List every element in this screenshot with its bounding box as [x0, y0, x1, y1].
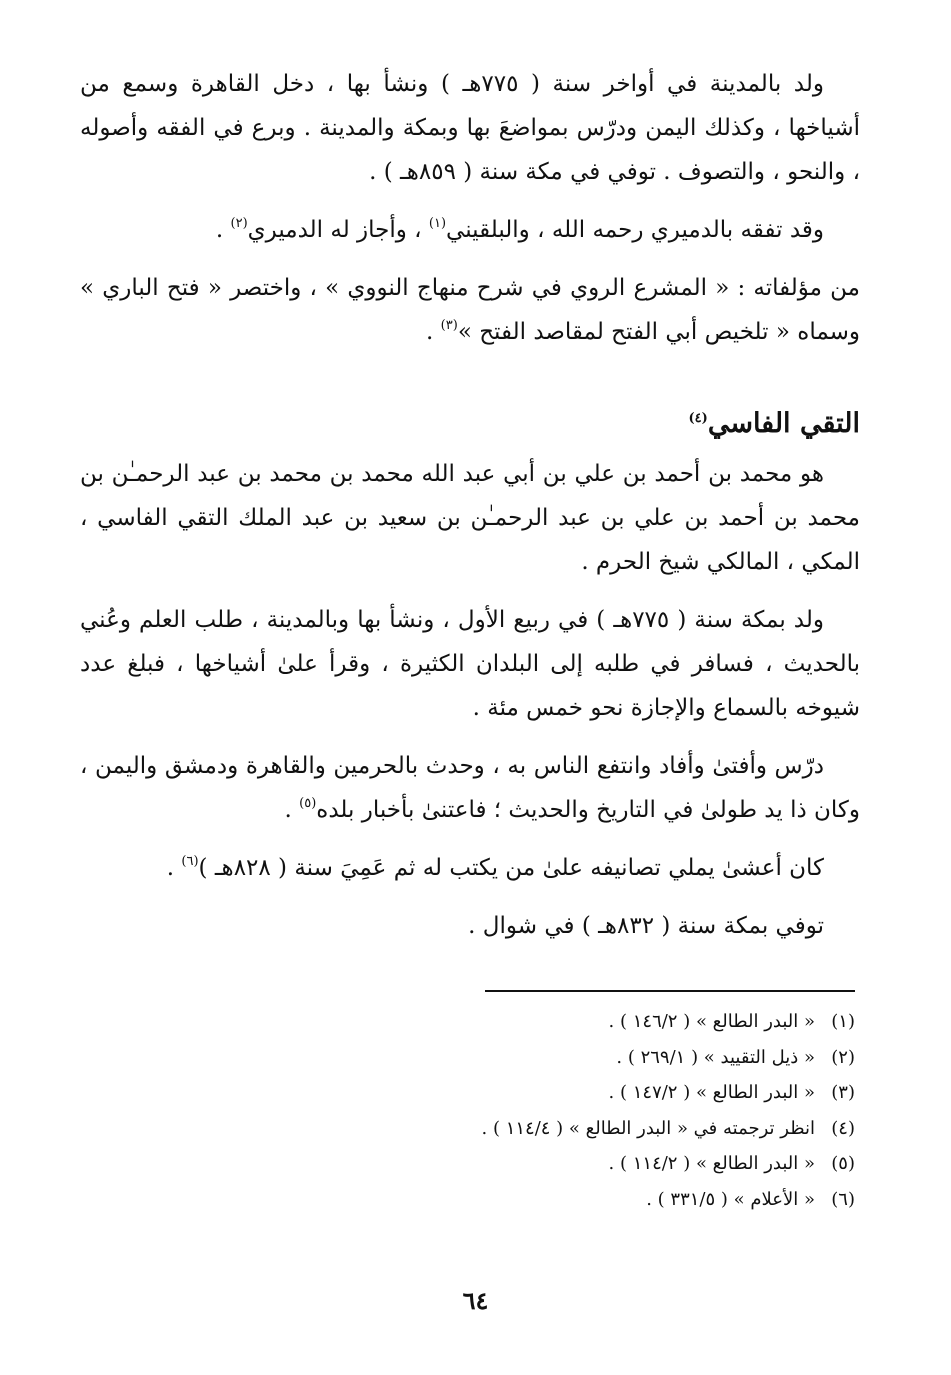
main-text: [80, 62, 860, 962]
footnote-number: (٢): [831, 1046, 855, 1068]
footnote-number: (٣): [831, 1082, 855, 1103]
footnote-ref[interactable]: (٤): [688, 411, 708, 426]
footnote-text: « البدر الطالع » ( ١٤٧/٢ ) .: [608, 1082, 815, 1103]
paragraph-text: .: [215, 217, 231, 243]
footnote-ref[interactable]: (٦): [181, 854, 199, 869]
paragraph-text: هو محمد بن أحمد بن علي بن أبي عبد الله محمد بن محمد بن عبد الرحمـٰن بن محمد بن أحمد بن علي بن عبد الرحمـٰن بن سعيد بن عبد الملك التقي الفاسي ، المكي ، المالكي شيخ الحرم .: [80, 461, 860, 575]
paragraph-text: ولد بالمدينة في أواخر سنة ( ٧٧٥هـ ) ونشأ بها ، دخل القاهرة وسمع من أشياخها ، وكذلك اليمن ودرّس بمواضعَ بها وبمكة والمدينة . وبرع في الفقه وأصوله ، والنحو ، والتصوف . توفي في مكة سنة ( ٨٥٩هـ ) .: [80, 71, 860, 185]
paragraph-birth: [80, 598, 860, 730]
footnote-ref[interactable]: (١): [428, 216, 447, 231]
section-heading: [80, 402, 860, 446]
paragraph-text: كان أعشىٰ يملي تصانيفه علىٰ من يكتب له ثم عَمِيَ سنة ( ٨٢٨هـ ): [198, 855, 824, 881]
paragraph-text: من مؤلفاته : « المشرع الروي في شرح منهاج النووي » ، واختصر « فتح الباري » وسماه « تلخيص أبي الفتح لمقاصد الفتح »: [80, 275, 860, 345]
paragraph-text: ، وأجاز له الدميري: [247, 217, 429, 243]
paragraph-text: .: [166, 855, 182, 881]
footnote-item: [440, 1111, 855, 1147]
footnotes: [440, 990, 855, 1217]
footnote-separator: [485, 990, 855, 992]
heading-text: التقي الفاسي: [707, 408, 860, 439]
page-number: ٦٤: [462, 1286, 489, 1315]
footnote-text: « الأعلام » ( ٣٣١/٥ ) .: [646, 1188, 815, 1210]
footnote-text: « البدر الطالع » ( ١٤٦/٢ ) .: [608, 1011, 815, 1032]
footnote-text: انظر ترجمته في « البدر الطالع » ( ١١٤/٤ ) .: [481, 1117, 815, 1139]
footnote-number: (٤): [831, 1117, 855, 1139]
footnote-ref[interactable]: (٢): [230, 216, 248, 231]
paragraph-text: ولد بمكة سنة ( ٧٧٥هـ ) في ربيع الأول ، ونشأ بها وبالمدينة ، طلب العلم وعُني بالحديث ، فسافر في طلبه إلى البلدان الكثيرة ، وقرأ علىٰ أشياخها ، فبلغ عدد شيوخه بالسماع والإجازة نحو خمس مئة .: [80, 607, 860, 721]
footnote-text: « البدر الطالع » ( ١١٤/٢ ) .: [608, 1153, 815, 1174]
paragraph-text: وقد تفقه بالدميري رحمه الله ، والبلقيني: [446, 217, 824, 243]
footnote-ref[interactable]: (٣): [440, 318, 458, 333]
footnote-text: « ذيل التقييد » ( ٢٦٩/١ ) .: [616, 1046, 815, 1068]
footnote-number: (٦): [831, 1188, 855, 1210]
paragraph-teaching: [80, 744, 860, 832]
paragraph-death: [80, 904, 860, 948]
paragraph-lineage: [80, 452, 860, 584]
paragraph-text: .: [284, 797, 300, 823]
footnote-item: [440, 1004, 855, 1040]
paragraph-text: .: [426, 319, 441, 345]
footnote-ref[interactable]: (٥): [299, 796, 317, 811]
footnote-number: (٥): [831, 1153, 855, 1174]
footnote-item: [440, 1075, 855, 1111]
footnote-number: (١): [831, 1011, 855, 1032]
paragraph-blindness: [80, 846, 860, 890]
footnote-item: [440, 1040, 855, 1076]
paragraph-birth-studies: [80, 62, 860, 194]
footnote-item: [440, 1146, 855, 1182]
paragraph-works: [80, 266, 860, 354]
paragraph-text: توفي بمكة سنة ( ٨٣٢هـ ) في شوال .: [468, 913, 824, 939]
footnote-item: [440, 1182, 855, 1218]
paragraph-teachers: [80, 208, 860, 252]
paragraph-text: درّس وأفتىٰ وأفاد وانتفع الناس به ، وحدث بالحرمين والقاهرة ودمشق واليمن ، وكان ذا يد طولىٰ في التاريخ والحديث ؛ فاعتنىٰ بأخبار بلده: [80, 753, 860, 823]
